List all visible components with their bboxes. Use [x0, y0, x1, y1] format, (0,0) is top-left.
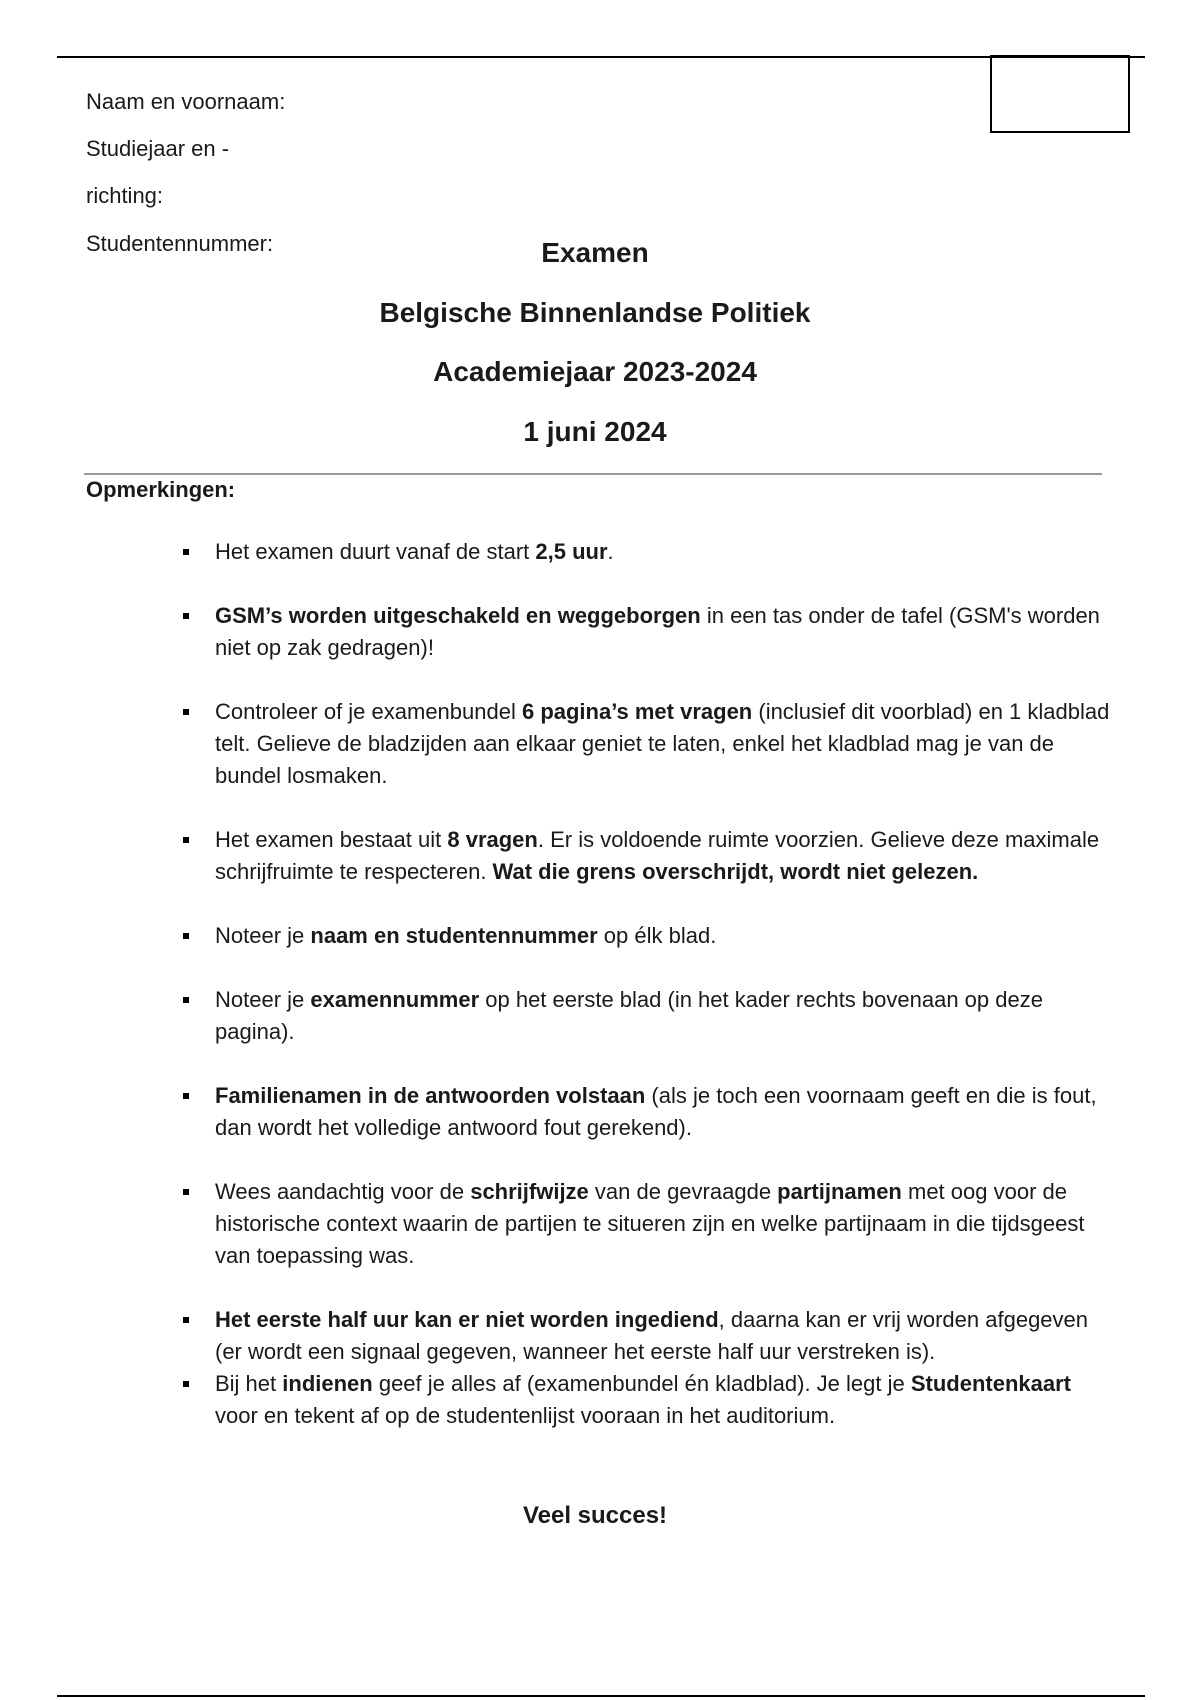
remark-text: Het examen bestaat uit — [215, 827, 448, 852]
remark-item — [180, 696, 1110, 792]
remark-text: (inclusief dit voorblad) en 1 kladblad telt. Gelieve de bladzijden aan elkaar geniet te laten, enkel het kladblad mag je van de bundel losmaken. — [215, 699, 1110, 788]
remark-emphasis: Studentenkaart — [910, 1371, 1071, 1396]
remark-emphasis: 2,5 uur — [535, 539, 608, 564]
exam-number-box — [990, 55, 1130, 133]
top-rule — [57, 56, 1145, 58]
closing-message: Veel succes! — [522, 1502, 668, 1529]
remarks-heading: Opmerkingen: — [86, 477, 236, 502]
remark-text: , daarna kan er vrij worden afgegeven (er wordt een signaal gegeven, wanneer het eerste half uur verstreken is). — [215, 1307, 1089, 1364]
section-divider — [84, 473, 1102, 475]
remark-text: van de gevraagde — [588, 1179, 778, 1204]
remark-text: in een tas onder de tafel (GSM's worden niet op zak gedragen)! — [215, 603, 1100, 660]
exam-date: 1 juni 2024 — [523, 416, 667, 447]
remark-emphasis: partijnamen — [777, 1179, 902, 1204]
remark-item — [180, 984, 1110, 1048]
remark-emphasis: examennummer — [310, 987, 480, 1012]
remark-emphasis: schrijfwijze — [470, 1179, 589, 1204]
remark-text: Noteer je — [215, 923, 311, 948]
study-year-label: Studiejaar en - — [86, 136, 230, 161]
course-title: Belgische Binnenlandse Politiek — [379, 297, 811, 328]
remark-emphasis: Wat die grens overschrijdt, wordt niet gelezen. — [492, 859, 979, 884]
remark-item — [180, 1080, 1110, 1144]
remark-item — [180, 1368, 1110, 1432]
remark-item — [180, 536, 1110, 568]
remark-text: geef je alles af (examenbundel én kladblad). Je legt je — [372, 1371, 911, 1396]
remark-item — [180, 920, 1110, 952]
remark-text: met oog voor de historische context waarin de partijen te situeren zijn en welke partijnaam in die tijdsgeest van toepassing was. — [215, 1179, 1085, 1268]
remark-text: Noteer je — [215, 987, 311, 1012]
bottom-rule — [57, 1695, 1145, 1697]
remark-text: voor en tekent af op de studentenlijst vooraan in het auditorium. — [215, 1403, 836, 1428]
remark-text: op het eerste blad (in het kader rechts bovenaan op deze pagina). — [215, 987, 1043, 1044]
remark-emphasis: indienen — [282, 1371, 373, 1396]
remark-text: (als je toch een voornaam geeft en die is fout, dan wordt het volledige antwoord fout gerekend). — [215, 1083, 1097, 1140]
academic-year: Academiejaar 2023-2024 — [433, 356, 757, 387]
remark-emphasis: GSM’s worden uitgeschakeld en weggeborgen — [215, 603, 701, 628]
remark-emphasis: naam en studentennummer — [310, 923, 598, 948]
remark-text: Controleer of je examenbundel — [215, 699, 522, 724]
remark-text: op élk blad. — [597, 923, 717, 948]
remark-item — [180, 1304, 1110, 1368]
student-number-label: Studentennummer: — [86, 231, 274, 256]
remark-emphasis: Familienamen in de antwoorden volstaan — [215, 1083, 646, 1108]
name-label: Naam en voornaam: — [86, 89, 286, 114]
remark-emphasis: 6 pagina’s met vragen — [521, 699, 753, 724]
remark-text: . — [607, 539, 614, 564]
remarks-list — [180, 536, 1110, 1432]
remark-text: . Er is voldoende ruimte voorzien. Gelieve deze maximale schrijfruimte te respecteren. — [215, 827, 1100, 884]
remark-emphasis: Het eerste half uur kan er niet worden ingediend — [215, 1307, 719, 1332]
remark-emphasis: 8 vragen — [447, 827, 538, 852]
remark-text: Het examen duurt vanaf de start — [215, 539, 536, 564]
study-direction-label: richting: — [86, 183, 164, 208]
remark-item — [180, 600, 1110, 664]
exam-title: Examen — [541, 237, 649, 268]
remark-text: Bij het — [215, 1371, 283, 1396]
remark-item — [180, 824, 1110, 888]
remark-item — [180, 1176, 1110, 1272]
remark-text: Wees aandachtig voor de — [215, 1179, 471, 1204]
